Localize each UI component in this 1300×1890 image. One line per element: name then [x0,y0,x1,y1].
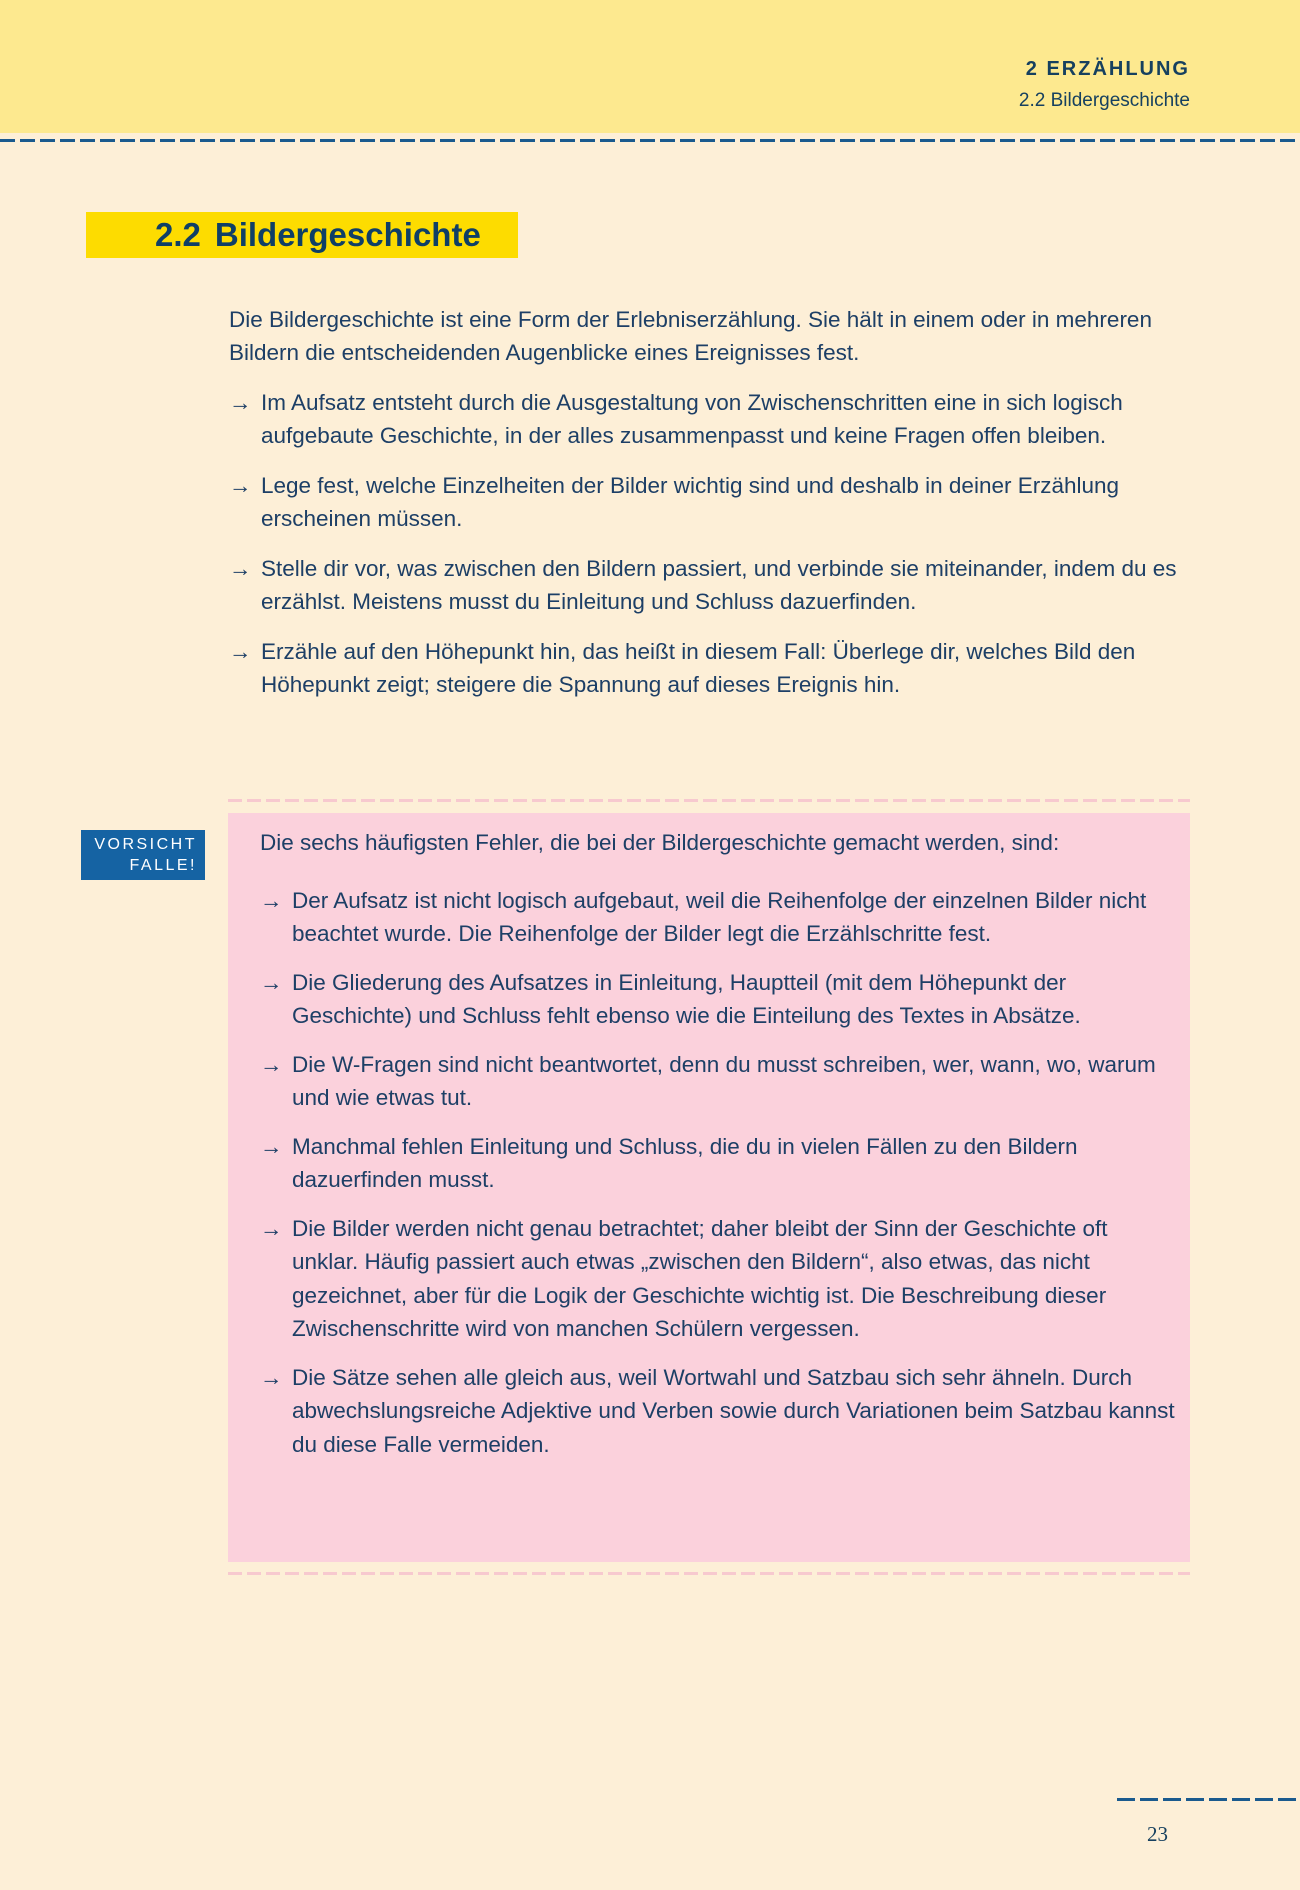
list-item-text: Stelle dir vor, was zwischen den Bildern passiert, und verbinde sie miteinander, indem du es erzählst. Meistens musst du Einleitung und Schluss dazuerfinden. [261,556,1177,614]
list-item [229,552,1179,618]
warning-bottom-divider [228,1572,1190,1575]
arrow-right-icon: → [260,969,283,995]
list-item-text: Die Bilder werden nicht genau betrachtet; daher bleibt der Sinn der Geschichte oft unklar. Häufig passiert auch etwas „zwischen den Bildern“, also etwas, das nicht gezeichnet, aber für die Logik der Geschichte wichtig ist. Die Beschreibung dieser Zwischenschritte wird von manchen Schülern vergessen. [292,1215,1108,1341]
list-item [229,635,1179,701]
list-item-text: Die W-Fragen sind nicht beantwortet, denn du musst schreiben, wer, wann, wo, warum und wie etwas tut. [292,1051,1156,1110]
footer-divider [1117,1798,1300,1801]
list-item-text: Erzähle auf den Höhepunkt hin, das heißt in diesem Fall: Überlege dir, welches Bild den Höhepunkt zeigt; steigere die Spannung auf dieses Ereignis hin. [261,639,1136,697]
arrow-right-icon: → [260,1133,283,1159]
running-head [1019,56,1190,114]
header-divider [0,139,1300,142]
arrow-right-icon: → [229,390,252,415]
list-item-text: Lege fest, welche Einzelheiten der Bilder wichtig sind und deshalb in deiner Erzählung erscheinen müssen. [261,473,1120,531]
section-title-text: Bildergeschichte [214,216,481,253]
page-number: 23 [1147,1822,1168,1846]
section-title [155,212,481,258]
list-item [260,884,1180,951]
arrow-right-icon: → [260,1364,283,1390]
warning-content [260,826,1180,1476]
arrow-right-icon: → [229,473,252,498]
list-item [229,386,1179,452]
warning-badge [81,830,205,880]
intro-section [229,303,1179,718]
warning-intro: Die sechs häufigsten Fehler, die bei der Bildergeschichte gemacht werden, sind: [260,830,1060,855]
list-item-text: Die Gliederung des Aufsatzes in Einleitung, Hauptteil (mit dem Höhepunkt der Geschichte) und Schluss fehlt ebenso wie die Einteilung des Textes in Absätze. [292,969,1081,1028]
list-item [229,469,1179,535]
list-item [260,1048,1180,1115]
warning-badge-line1: VORSICHT [94,836,197,853]
list-item [260,1130,1180,1197]
list-item [260,1361,1180,1462]
section-number: 2.2 [155,216,201,253]
list-item-text: Im Aufsatz entsteht durch die Ausgestaltung von Zwischenschritten eine in sich logisch aufgebaute Geschichte, in der alles zusammenpasst und keine Fragen offen bleiben. [261,390,1123,448]
arrow-right-icon: → [260,1051,283,1077]
arrow-right-icon: → [260,887,283,913]
list-item [260,966,1180,1033]
list-item [260,1212,1180,1346]
list-item-text: Die Sätze sehen alle gleich aus, weil Wortwahl und Satzbau sich sehr ähneln. Durch abwechslungsreiche Adjektive und Verben sowie durch Variationen beim Satzbau kannst du diese Falle vermeiden. [292,1364,1175,1457]
list-item-text: Manchmal fehlen Einleitung und Schluss, die du in vielen Fällen zu den Bildern dazuerfinden musst. [292,1133,1078,1192]
warning-top-divider [228,799,1190,802]
arrow-right-icon: → [260,1215,283,1241]
running-head-chapter: 2 ERZÄHLUNG [1025,58,1190,80]
arrow-right-icon: → [229,639,252,664]
arrow-right-icon: → [229,556,252,581]
running-head-section: 2.2 Bildergeschichte [1018,90,1190,111]
list-item-text: Der Aufsatz ist nicht logisch aufgebaut, weil die Reihenfolge der einzelnen Bilder nicht beachtet wurde. Die Reihenfolge der Bilder legt die Erzählschritte fest. [292,887,1147,946]
intro-paragraph: Die Bildergeschichte ist eine Form der Erlebniserzählung. Sie hält in einem oder in mehreren Bildern die entscheidenden Augenblicke eines Ereignisses fest. [229,307,1152,365]
warning-badge-line2: FALLE! [129,857,197,874]
